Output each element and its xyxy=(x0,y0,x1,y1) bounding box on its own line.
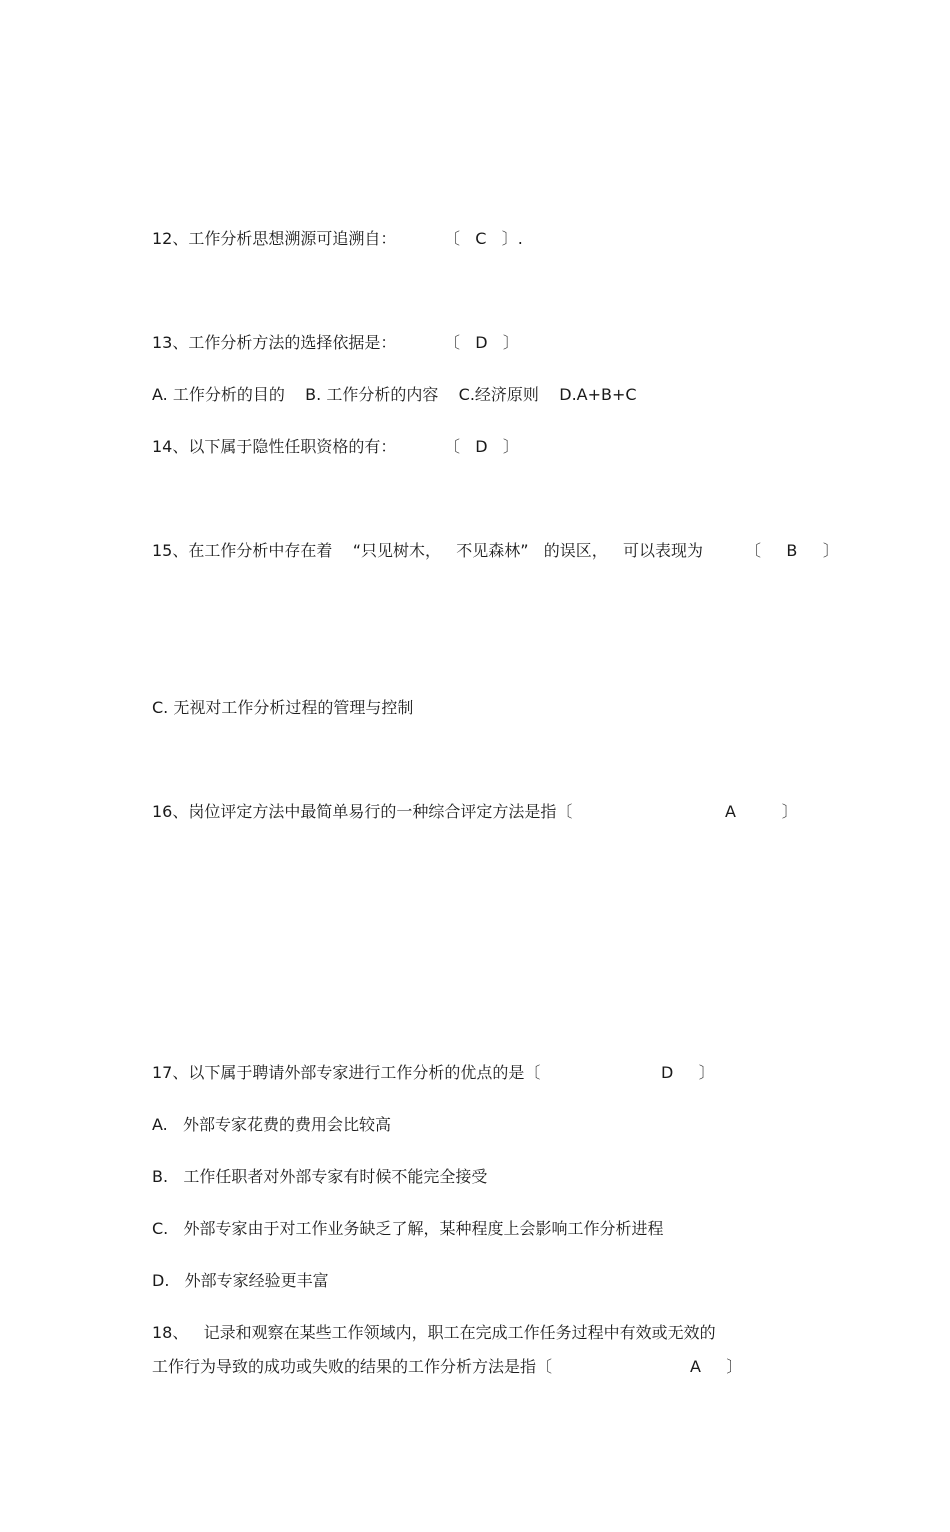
question-12-answer: 〔 C 〕. xyxy=(444,229,523,248)
question-18-line-2: 工作行为导致的成功或失败的结果的工作分析方法是指〔 xyxy=(152,1357,553,1376)
question-17-answer: D 〕 xyxy=(661,1063,715,1082)
question-17-option-d: D. 外部专家经验更丰富 xyxy=(152,1271,329,1290)
question-15-answer: 〔 B 〕 xyxy=(745,541,839,560)
question-17-option-c: C. 外部专家由于对工作业务缺乏了解，某种程度上会影响工作分析进程 xyxy=(152,1219,664,1238)
question-13-options: A. 工作分析的目的 B. 工作分析的内容 C.经济原则 D.A+B+C xyxy=(152,385,637,404)
question-18-line-1: 18、 记录和观察在某些工作领域内，职工在完成工作任务过程中有效或无效的 xyxy=(152,1323,716,1342)
question-17-option-b: B. 工作任职者对外部专家有时候不能完全接受 xyxy=(152,1167,488,1186)
question-18-answer: A 〕 xyxy=(690,1357,743,1376)
question-15: 15、在工作分析中存在着 “只见树木， 不见森林” 的误区， 可以表现为 xyxy=(152,541,704,560)
question-13-answer: 〔 D 〕 xyxy=(444,333,519,352)
question-16: 16、岗位评定方法中最简单易行的一种综合评定方法是指〔 xyxy=(152,802,573,821)
question-15-option-c: C. 无视对工作分析过程的管理与控制 xyxy=(152,698,414,717)
question-13: 13、工作分析方法的选择依据是： xyxy=(152,333,397,352)
question-14: 14、以下属于隐性任职资格的有： xyxy=(152,437,397,456)
question-14-answer: 〔 D 〕 xyxy=(444,437,519,456)
question-17-option-a: A. 外部专家花费的费用会比较高 xyxy=(152,1115,392,1134)
question-12: 12、工作分析思想溯源可追溯自： xyxy=(152,229,397,248)
question-16-answer: A 〕 xyxy=(725,802,798,821)
question-17: 17、以下属于聘请外部专家进行工作分析的优点的是〔 xyxy=(152,1063,541,1082)
